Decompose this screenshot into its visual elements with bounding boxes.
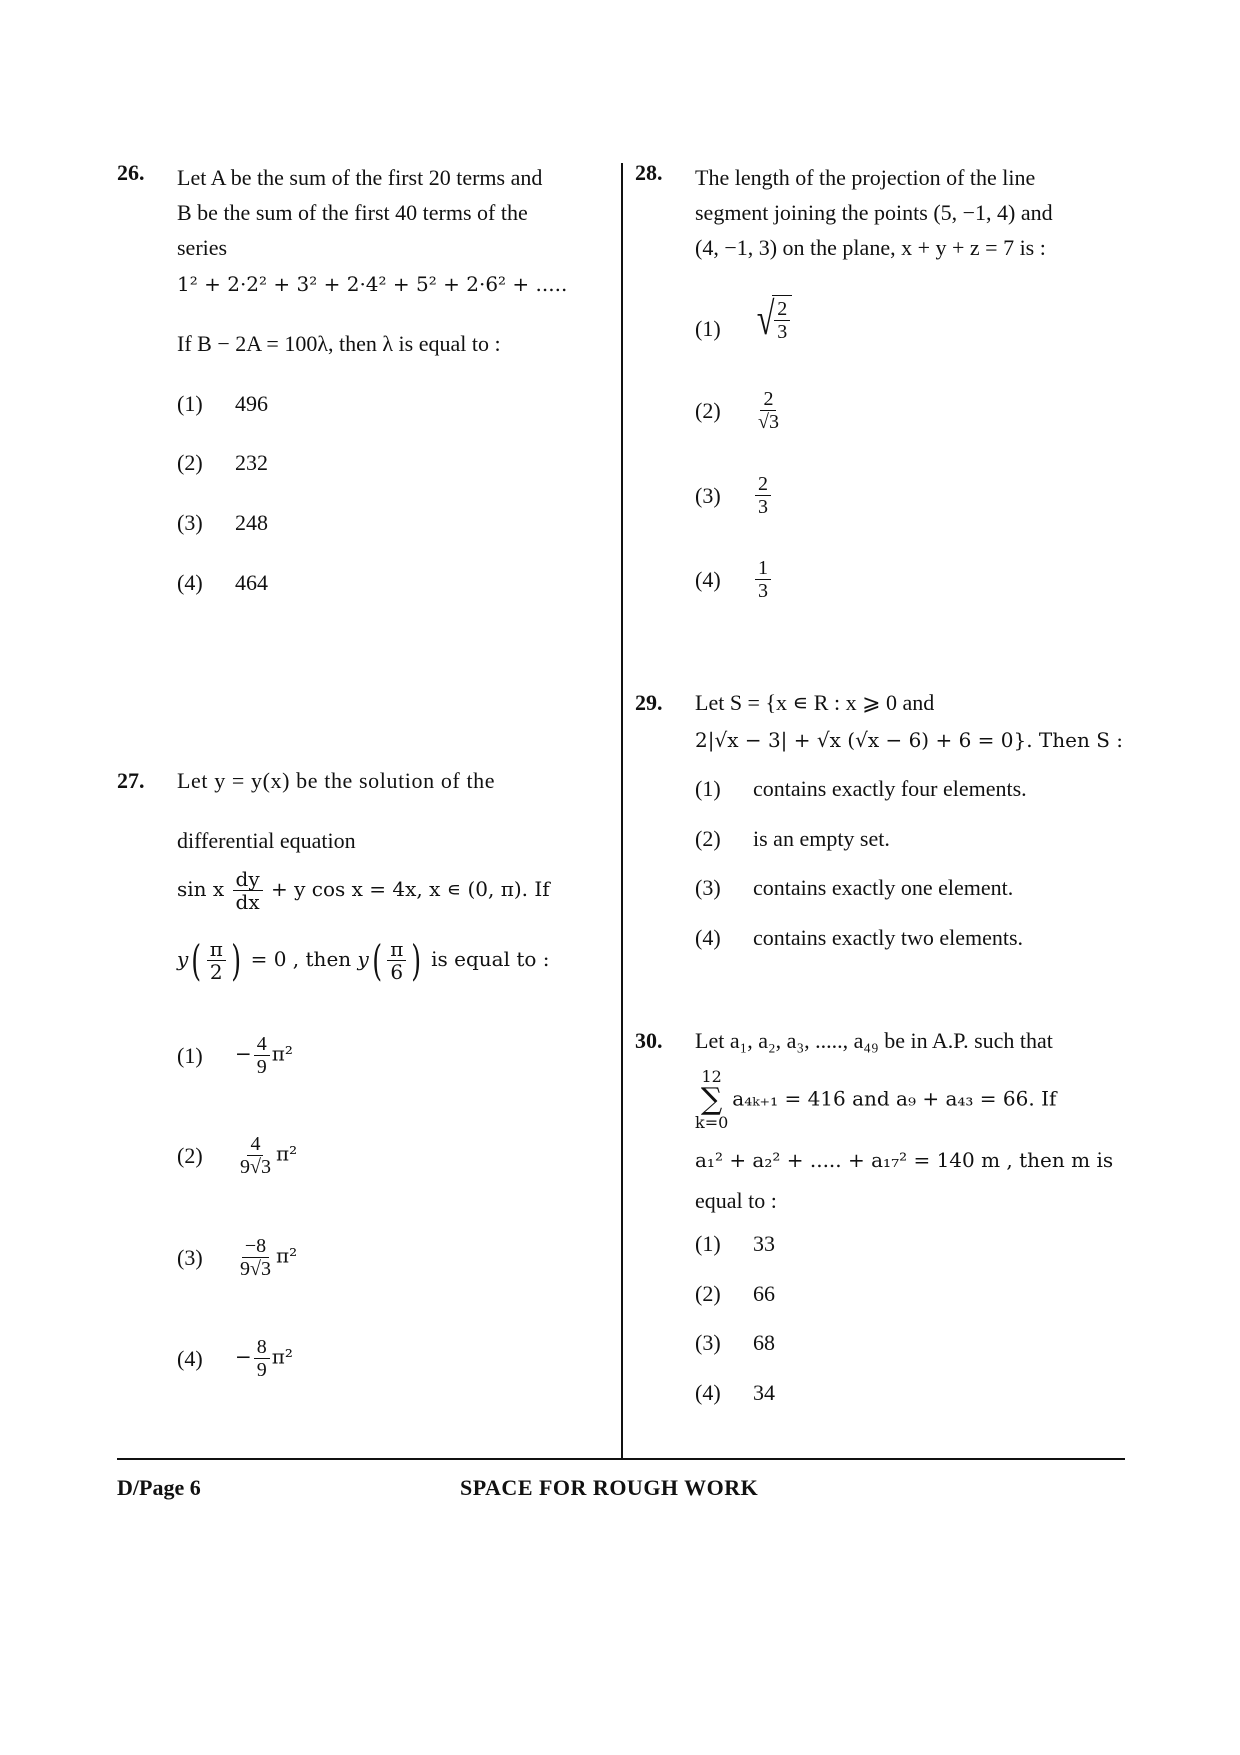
question-number: 27. [117,768,145,793]
option-label: (4) [695,1380,721,1405]
question-body [177,768,607,1381]
question-stem [695,160,1125,265]
sum-expression: a₄ₖ₊₁ = 416 and a₉ + a₄₃ = 66. If [732,1086,1057,1111]
option-1[interactable] [177,391,268,417]
question-number: 29. [635,690,663,715]
option-4[interactable] [695,925,1023,951]
frac-den: 9 [256,1056,267,1078]
option-label: (2) [695,1281,721,1306]
stem-line: series [177,235,228,260]
cond-end: is equal to : [431,947,550,971]
frac-num: 1 [755,557,771,580]
option-value: 34 [753,1380,775,1405]
option-fraction [237,1133,274,1178]
option-text: contains exactly one element. [753,875,1014,900]
stem-line: (4, −1, 3) on the plane, x + y + z = 7 is : [695,235,1046,260]
option-label: (3) [695,482,721,508]
stem-line: equal to : [695,1188,777,1213]
stem-line: The length of the projection of the line [695,165,1036,190]
frac-den: dx [235,890,260,914]
summation-line [695,1068,1056,1132]
option-label: (3) [177,1244,203,1270]
option-sign: − [235,1041,252,1066]
option-label: (4) [695,925,721,950]
question-body [695,690,1125,950]
stem-line: Let y = y(x) be the solution of the [177,768,496,793]
question-number: 30. [635,1028,663,1053]
frac-den: 3 [758,496,768,518]
option-label: (1) [177,1042,203,1068]
option-value: 232 [235,450,268,475]
option-1[interactable] [177,1033,293,1078]
option-fraction [755,388,782,433]
footer-rule [117,1458,1125,1460]
option-tail: π² [271,1041,293,1066]
frac-num: 4 [247,1133,263,1156]
option-1[interactable] [695,1231,775,1257]
frac-den: 3 [758,580,768,602]
option-1[interactable] [695,776,1027,802]
option-value: 66 [753,1281,775,1306]
question-body [695,160,1125,602]
option-2[interactable] [177,1133,297,1178]
sigma-symbol: 12 ∑ k=0 [695,1067,729,1132]
stem-line: differential equation [177,828,356,853]
eq-suffix: + y cos x = 4x, x ∊ (0, π). If [271,877,550,901]
option-value: 464 [235,570,268,595]
option-label: (1) [177,391,203,416]
option-tail: π² [275,1243,298,1268]
option-text: contains exactly two elements. [753,925,1024,950]
option-fraction [755,473,771,518]
option-sign: − [235,1344,252,1369]
option-fraction [254,1336,270,1381]
option-label: (4) [177,570,203,595]
question-number: 26. [117,160,145,185]
column-divider [621,163,623,1458]
option-fraction [755,557,771,602]
option-label: (1) [695,315,721,341]
question-condition: If B − 2A = 100λ, then λ is equal to : [177,331,501,356]
option-2[interactable] [695,1281,775,1307]
option-2[interactable] [177,450,268,476]
pi-over-6 [387,938,406,983]
option-tail: π² [271,1344,293,1369]
option-fraction [254,1033,270,1078]
stem-equation: 2|√x − 3| + √x (√x − 6) + 6 = 0}. Then S : [695,728,1124,752]
option-3[interactable] [695,875,1013,901]
option-label: (2) [695,826,721,851]
sqrt-fraction: √ $\frac{2}{3}$ [753,295,792,343]
option-value: 68 [753,1330,775,1355]
frac-num: 8 [254,1336,270,1359]
option-value: 33 [753,1231,775,1256]
frac-num: −8 [242,1235,269,1258]
frac-den: 9√3 [240,1156,271,1178]
question-number: 28. [635,160,663,185]
option-4[interactable] [177,570,268,596]
option-label: (2) [695,397,721,423]
option-label: (3) [695,1330,721,1355]
option-1[interactable] [695,295,792,343]
option-value: 496 [235,391,268,416]
stem-line: Let A be the sum of the first 20 terms and [177,165,543,190]
cond-y: y [357,947,369,971]
eq-prefix: sin x [177,877,225,901]
question-body [695,1028,1125,1405]
rough-work-label: SPACE FOR ROUGH WORK [460,1475,759,1500]
frac-den: 2 [209,960,223,984]
series-expression: 1² + 2·2² + 3² + 2·4² + 5² + 2·6² + ..... [177,272,568,296]
option-4[interactable] [177,1336,293,1381]
cond-y: y [177,947,189,971]
option-label: (2) [177,450,203,475]
option-3[interactable] [177,510,268,536]
frac-den: 9 [256,1359,267,1381]
option-label: (3) [695,875,721,900]
option-tail: π² [275,1141,298,1166]
sum-lower: k=0 [695,1113,729,1132]
frac-den: 3 [777,321,788,343]
frac-num: dy [233,868,263,891]
stem-line: a₁² + a₂² + ..... + a₁₇² = 140 m , then m is [695,1148,1114,1172]
frac-num: π [387,938,406,961]
option-text: is an empty set. [753,826,890,851]
frac-num: 2 [774,298,790,321]
option-label: (2) [177,1142,203,1168]
initial-condition: y( $\frac{\pi}{2}$ ) = 0 , then y( $\frac{\pi}{6}$ ) is equal to : [177,936,550,985]
option-text: contains exactly four elements. [753,776,1027,801]
frac-num: 2 [755,473,771,496]
stem-line: segment joining the points (5, −1, 4) and [695,200,1053,225]
frac-num: 2 [760,388,776,411]
option-fraction [774,298,790,343]
option-fraction [237,1235,274,1280]
option-2[interactable] [695,388,784,433]
sum-upper: 12 [701,1067,722,1086]
option-label: (4) [695,566,721,592]
question-body [177,160,607,595]
option-label: (3) [177,510,203,535]
stem-line: Let S = {x ∊ R : x ⩾ 0 and [695,690,935,715]
frac-den: 9√3 [240,1258,271,1280]
frac-den: 6 [390,960,404,984]
option-label: (4) [177,1345,203,1371]
derivative-fraction [233,868,263,913]
option-value: 248 [235,510,268,535]
question-stem [177,160,607,265]
option-label: (1) [695,776,721,801]
differential-equation [177,868,550,913]
option-2[interactable] [695,826,890,852]
page-number: D/Page 6 [117,1475,201,1500]
frac-den: √3 [758,411,779,433]
pi-over-2 [207,938,226,983]
frac-num: 4 [254,1033,270,1056]
stem-line: B be the sum of the first 40 terms of the [177,200,528,225]
option-4[interactable] [695,557,773,602]
cond-mid: = 0 , then [250,947,352,971]
option-label: (1) [695,1231,721,1256]
option-3[interactable] [695,473,773,518]
option-3[interactable] [695,1330,775,1356]
frac-num: π [207,938,226,961]
option-3[interactable] [177,1235,297,1280]
stem-line: Let a₁, a₂, a₃, ....., a₄₉ be in A.P. such that [695,1028,1053,1053]
option-4[interactable] [695,1380,775,1406]
